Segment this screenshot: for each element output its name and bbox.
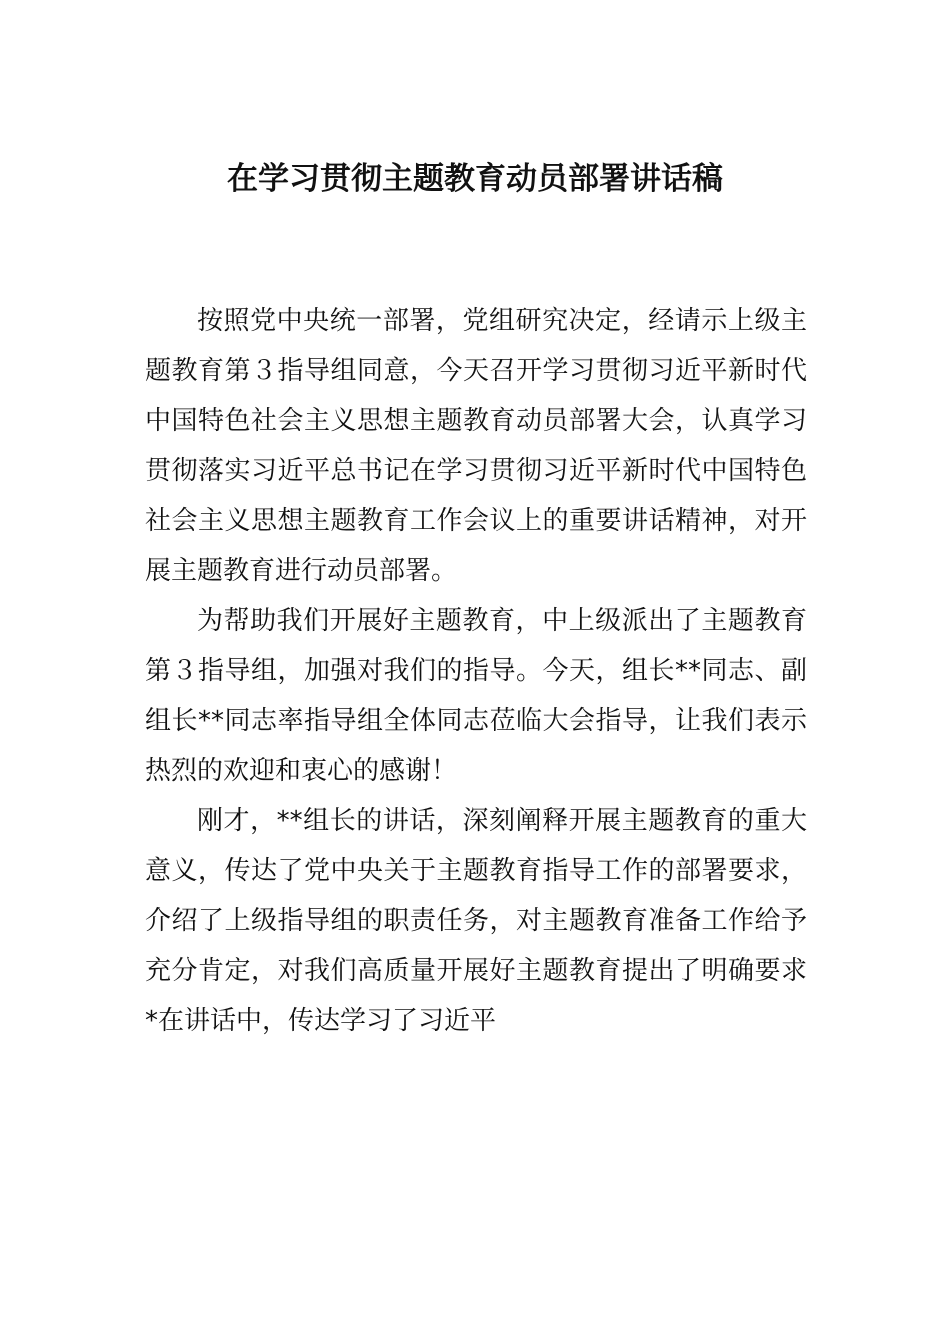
document-body [145,296,807,1046]
paragraph-3: 刚才，**组长的讲话，深刻阐释开展主题教育的重大意义，传达了党中央关于主题教育指导工作的部署要求，介绍了上级指导组的职责任务，对主题教育准备工作给予充分肯定，对我们高质量开展好主题教育提出了明确要求*在讲话中，传达学习了习近平 [145,806,807,1036]
document-title: 在学习贯彻主题教育动员部署讲话稿 [227,161,723,197]
paragraph-2: 为帮助我们开展好主题教育，中上级派出了主题教育第３指导组，加强对我们的指导。今天，组长**同志、副组长**同志率指导组全体同志莅临大会指导，让我们表示热烈的欢迎和衷心的感谢！ [145,606,807,786]
paragraph-1: 按照党中央统一部署，党组研究决定，经请示上级主题教育第３指导组同意，今天召开学习贯彻习近平新时代中国特色社会主义思想主题教育动员部署大会，认真学习贯彻落实习近平总书记在学习贯彻习近平新时代中国特色社会主义思想主题教育工作会议上的重要讲话精神，对开展主题教育进行动员部署。 [145,306,807,586]
